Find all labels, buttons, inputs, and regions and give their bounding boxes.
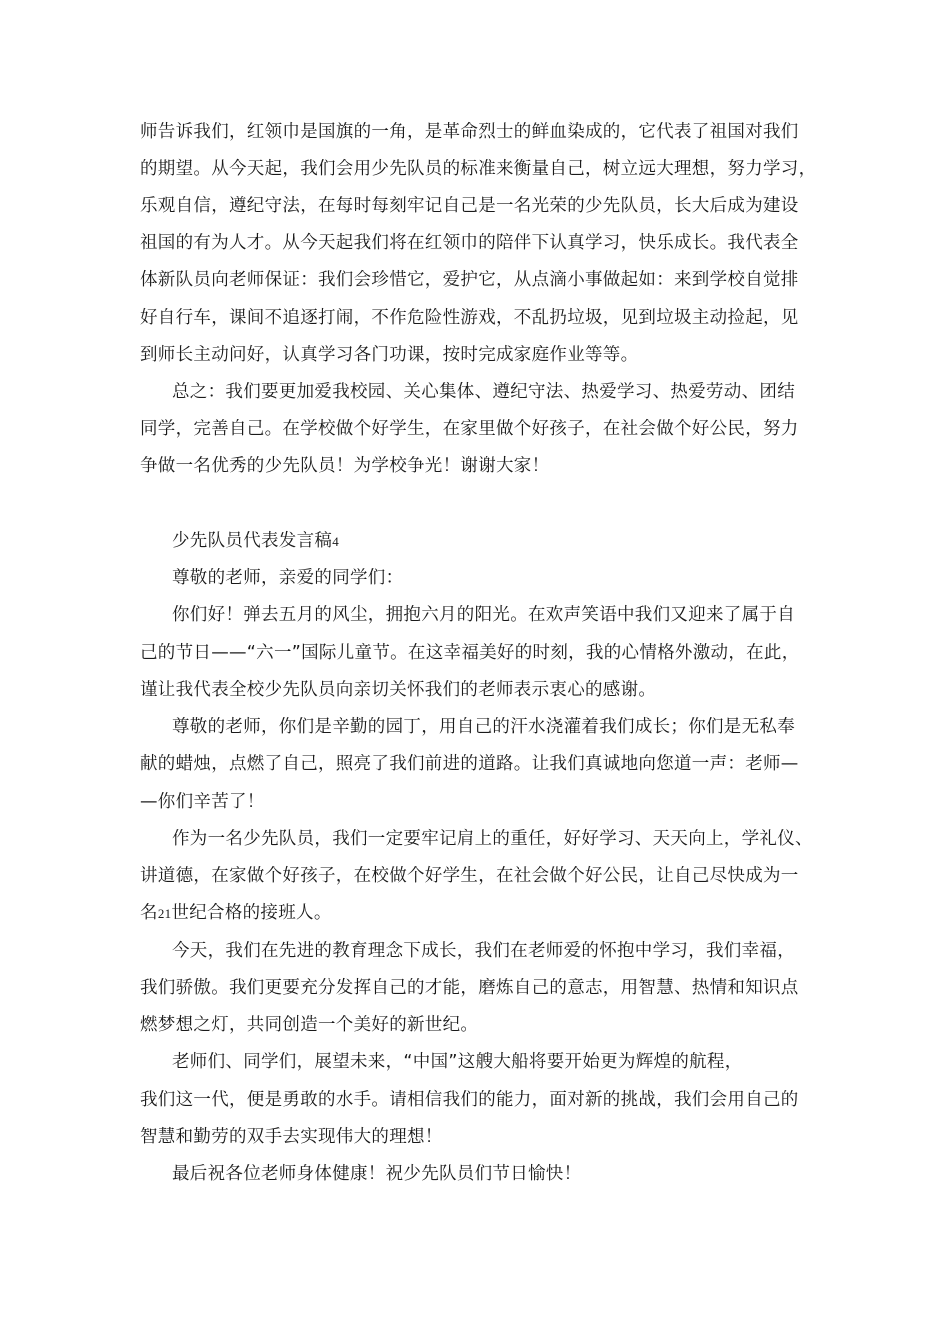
text-line: 到师长主动问好，认真学习各门功课，按时完成家庭作业等等。 [140,345,639,365]
text-line: 己的节日——“六一”国际儿童节。在这幸福美好的时刻，我的心情格外激动，在此， [140,643,800,663]
century-number: 21 [157,906,172,921]
paragraph-start: 总之：我们要更加爱我校园、关心集体、遵纪守法、热爱学习、热爱劳动、团结 [172,382,795,402]
text-line: 同学，完善自己。在学校做个好学生，在家里做个好孩子，在社会做个好公民，努力 [140,419,799,439]
paragraph-start: 老师们、同学们，展望未来，“中国”这艘大船将要开始更为辉煌的航程， [172,1052,743,1072]
text-line: 祖国的有为人才。从今天起我们将在红领巾的陪伴下认真学习，快乐成长。我代表全 [140,233,799,253]
text-line: 乐观自信，遵纪守法，在每时每刻牢记自己是一名光荣的少先队员，长大后成为建设 [140,196,799,216]
paragraph-start: 今天，我们在先进的教育理念下成长，我们在老师爱的怀抱中学习，我们幸福， [172,941,795,961]
text-line: 体新队员向老师保证：我们会珍惜它，爱护它，从点滴小事做起如：来到学校自觉排 [140,270,799,290]
text-line: 燃梦想之灯，共同创造一个美好的新世纪。 [140,1015,479,1035]
text-line: 谨让我代表全校少先队员向亲切关怀我们的老师表示衷心的感谢。 [140,680,657,700]
text-line: 智慧和勤劳的双手去实现伟大的理想！ [140,1127,443,1147]
text-line: —你们辛苦了！ [140,792,265,812]
section-number: 4 [332,534,340,549]
paragraph-start: 你们好！弹去五月的风尘，拥抱六月的阳光。在欢声笑语中我们又迎来了属于自 [172,605,795,625]
text-line: 师告诉我们，红领巾是国旗的一角，是革命烈士的鲜血染成的，它代表了祖国对我们 [140,122,799,142]
text-line: 讲道德，在家做个好孩子，在校做个好学生，在社会做个好公民，让自己尽快成为一 [140,866,799,886]
paragraph-start: 尊敬的老师，你们是辛勤的园丁，用自己的汗水浇灌着我们成长；你们是无私奉 [172,717,795,737]
paragraph-start: 作为一名少先队员，我们一定要牢记肩上的重任，好好学习、天天向上，学礼仪、 [172,829,813,849]
text-line: 我们这一代，便是勇敢的水手。请相信我们的能力，面对新的挑战，我们会用自己的 [140,1090,799,1110]
section-title: 少先队员代表发言稿4 [172,531,340,551]
text-line: 名21世纪合格的接班人。 [140,903,332,923]
paragraph-start: 最后祝各位老师身体健康！祝少先队员们节日愉快！ [172,1164,582,1184]
greeting: 尊敬的老师，亲爱的同学们： [172,568,404,588]
text-line: 献的蜡烛，点燃了自己，照亮了我们前进的道路。让我们真诚地向您道一声：老师— [140,754,799,774]
text-line: 的期望。从今天起，我们会用少先队员的标准来衡量自己，树立远大理想，努力学习， [140,159,817,179]
text-line: 争做一名优秀的少先队员！为学校争光！谢谢大家！ [140,456,550,476]
text-line: 好自行车，课间不追逐打闹，不作危险性游戏，不乱扔垃圾，见到垃圾主动捡起，见 [140,308,799,328]
text-line: 我们骄傲。我们更要充分发挥自己的才能，磨炼自己的意志，用智慧、热情和知识点 [140,978,799,998]
